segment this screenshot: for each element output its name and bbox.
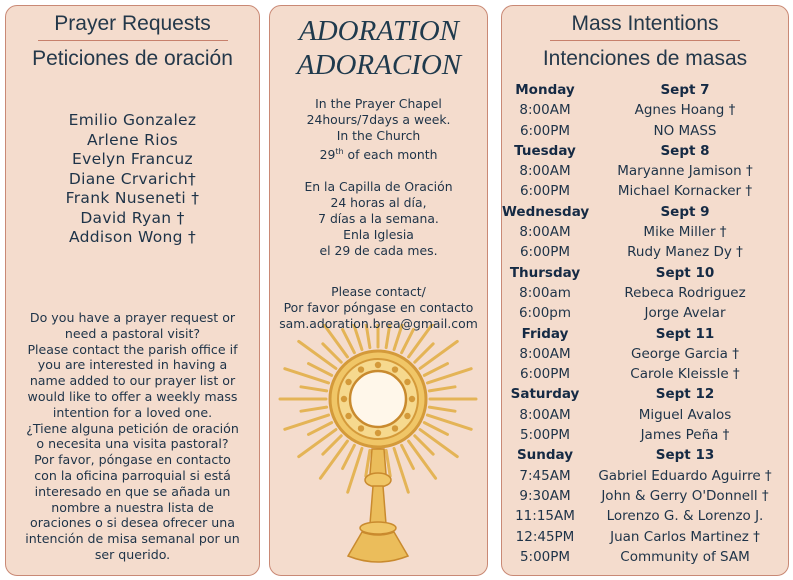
title-divider <box>38 40 228 41</box>
schedule-row <box>502 547 788 567</box>
mass-time: 5:00PM <box>519 427 571 444</box>
mass-time: 8:00AM <box>519 102 571 119</box>
adoration-line: Enla Iglesia <box>343 227 414 243</box>
request-line: interesado en que se añada un <box>34 483 231 499</box>
mass-intentions-panel <box>501 5 789 576</box>
adoration-line: 24 horas al día, <box>330 195 427 211</box>
request-line: ser querido. <box>94 546 171 562</box>
day-name: Monday <box>515 82 575 98</box>
contact-line: Please contact/ <box>331 284 426 300</box>
schedule-row <box>502 303 788 323</box>
mass-intention: James Peña † <box>640 427 730 444</box>
mass-time: 5:00PM <box>519 548 571 565</box>
prayer-request-info <box>14 310 251 563</box>
day-number: 29 <box>319 147 336 163</box>
mass-time: 8:00am <box>519 284 571 301</box>
request-line: name added to our prayer list or <box>29 373 236 389</box>
day-date: Sept 11 <box>655 325 715 342</box>
schedule-day-row <box>502 445 788 465</box>
day-date: Sept 7 <box>660 82 710 98</box>
adoration-line <box>270 144 487 163</box>
day-name: Tuesday <box>514 142 576 159</box>
mass-intention: Maryanne Jamison † <box>617 163 753 180</box>
day-name: Friday <box>521 325 569 342</box>
mass-intention: George Garcia † <box>631 345 739 362</box>
adoration-line: 7 días a la semana. <box>318 211 439 227</box>
mass-time: 6:00PM <box>519 366 571 383</box>
schedule-day-row <box>502 384 788 404</box>
day-rest: of each month <box>343 147 438 163</box>
mass-schedule <box>502 80 788 567</box>
contact-email[interactable]: sam.adoration.brea@gmail.com <box>279 316 478 332</box>
mass-time: 8:00AM <box>519 163 571 180</box>
schedule-row <box>502 425 788 445</box>
schedule-row <box>502 527 788 547</box>
mass-time: 7:45AM <box>519 467 571 484</box>
adoration-panel <box>269 5 488 576</box>
prayer-name: Diane Crvarich† <box>68 169 197 188</box>
request-line: nombre a nuestra lista de <box>51 499 214 515</box>
day-date: Sept 10 <box>655 264 715 281</box>
mass-intention: John & Gerry O'Donnell † <box>601 487 769 504</box>
schedule-row <box>502 283 788 303</box>
schedule-row <box>502 344 788 364</box>
day-date: Sept 12 <box>655 386 715 403</box>
adoration-title-en: ADORATION <box>298 15 459 47</box>
mass-time: 8:00AM <box>519 406 571 423</box>
request-line: oraciones o si desea ofrecer una <box>30 515 235 531</box>
request-line: need a pastoral visit? <box>64 325 201 341</box>
mass-intention: Juan Carlos Martinez † <box>610 528 760 545</box>
mass-title-es: Intenciones de masas <box>542 47 748 70</box>
day-date: Sept 8 <box>660 142 710 159</box>
schedule-row <box>502 181 788 201</box>
request-line: would like to offer a weekly mass <box>27 388 238 404</box>
prayer-name: Emilio Gonzalez <box>68 111 197 129</box>
prayer-name: Evelyn Francuz <box>72 150 193 168</box>
day-name: Saturday <box>510 386 580 403</box>
prayer-name: Arlene Rios <box>86 130 179 149</box>
mass-intention: Jorge Avelar <box>644 305 726 322</box>
schedule-day-row <box>502 202 788 222</box>
request-line: ¿Tiene alguna petición de oración <box>26 420 239 436</box>
mass-time: 8:00AM <box>519 345 571 362</box>
mass-time: 11:15AM <box>515 508 575 525</box>
request-line: Do you have a prayer request or <box>29 310 236 325</box>
mass-intention: NO MASS <box>653 122 717 139</box>
schedule-day-row <box>502 324 788 344</box>
mass-intention: Miguel Avalos <box>638 406 732 423</box>
request-line: Por favor, póngase en contacto <box>34 452 231 468</box>
adoration-title-es: ADORACION <box>296 49 461 81</box>
day-name: Thursday <box>509 264 581 281</box>
title-divider <box>550 40 740 41</box>
adoration-spanish-info <box>270 179 487 259</box>
mass-intention: Agnes Hoang † <box>634 102 736 119</box>
schedule-row <box>502 100 788 120</box>
prayer-title-en: Prayer Requests <box>54 12 211 35</box>
schedule-row <box>502 405 788 425</box>
request-line: intención de misa semanal por un <box>25 531 240 547</box>
request-line: con la oficina parroquial si está <box>34 467 231 483</box>
mass-intention: Rudy Manez Dy † <box>627 244 743 261</box>
mass-time: 6:00pm <box>518 305 572 322</box>
mass-intention: Rebeca Rodriguez <box>624 284 746 301</box>
schedule-row <box>502 222 788 242</box>
day-name: Wednesday <box>502 203 590 220</box>
adoration-line: In the Prayer Chapel <box>315 96 442 111</box>
mass-intention: Carole Kleissle † <box>630 366 740 383</box>
contact-line: Por favor póngase en contacto <box>283 300 474 316</box>
request-line: Please contact the parish office if <box>27 341 238 357</box>
monstrance-icon <box>278 324 478 572</box>
schedule-day-row <box>502 141 788 161</box>
prayer-title-es: Peticiones de oración <box>32 47 233 70</box>
schedule-row <box>502 466 788 486</box>
adoration-contact <box>270 284 487 332</box>
mass-intention: Gabriel Eduardo Aguirre † <box>598 467 772 484</box>
day-suffix: th <box>335 147 344 156</box>
schedule-row <box>502 486 788 506</box>
schedule-row <box>502 161 788 181</box>
adoration-line: En la Capilla de Oración <box>304 179 453 195</box>
schedule-row <box>502 506 788 526</box>
schedule-day-row <box>502 263 788 283</box>
mass-time: 8:00AM <box>519 224 571 241</box>
adoration-line: In the Church <box>336 128 421 143</box>
day-name: Sunday <box>516 447 574 464</box>
schedule-row <box>502 121 788 141</box>
mass-time: 6:00PM <box>519 183 571 200</box>
prayer-name: David Ryan † <box>80 208 185 227</box>
schedule-row <box>502 242 788 262</box>
request-line: o necesita una visita pastoral? <box>36 436 229 452</box>
mass-intention: Lorenzo G. & Lorenzo J. <box>606 508 764 525</box>
adoration-title-logo <box>279 8 479 82</box>
prayer-name: Frank Nuseneti † <box>65 189 200 207</box>
adoration-line: el 29 de cada mes. <box>319 243 438 259</box>
prayer-names-list <box>6 111 259 248</box>
mass-time: 6:00PM <box>519 244 571 261</box>
day-date: Sept 9 <box>660 203 710 220</box>
prayer-requests-panel <box>5 5 260 576</box>
mass-time: 6:00PM <box>519 122 571 139</box>
prayer-name: Addison Wong † <box>68 228 197 246</box>
schedule-day-row <box>502 80 788 100</box>
adoration-line: 24hours/7days a week. <box>306 112 451 127</box>
mass-intention: Community of SAM <box>620 548 750 565</box>
mass-time: 12:45PM <box>515 528 575 545</box>
request-line: intention for a loved one. <box>52 404 213 420</box>
mass-title-en: Mass Intentions <box>571 12 719 35</box>
request-line: you are interested in having a <box>37 357 228 373</box>
mass-intention: Mike Miller † <box>643 224 727 241</box>
mass-intention: Michael Kornacker † <box>617 183 753 200</box>
adoration-english-info <box>270 96 487 163</box>
mass-time: 9:30AM <box>519 487 571 504</box>
day-date: Sept 13 <box>655 447 715 464</box>
schedule-row <box>502 364 788 384</box>
